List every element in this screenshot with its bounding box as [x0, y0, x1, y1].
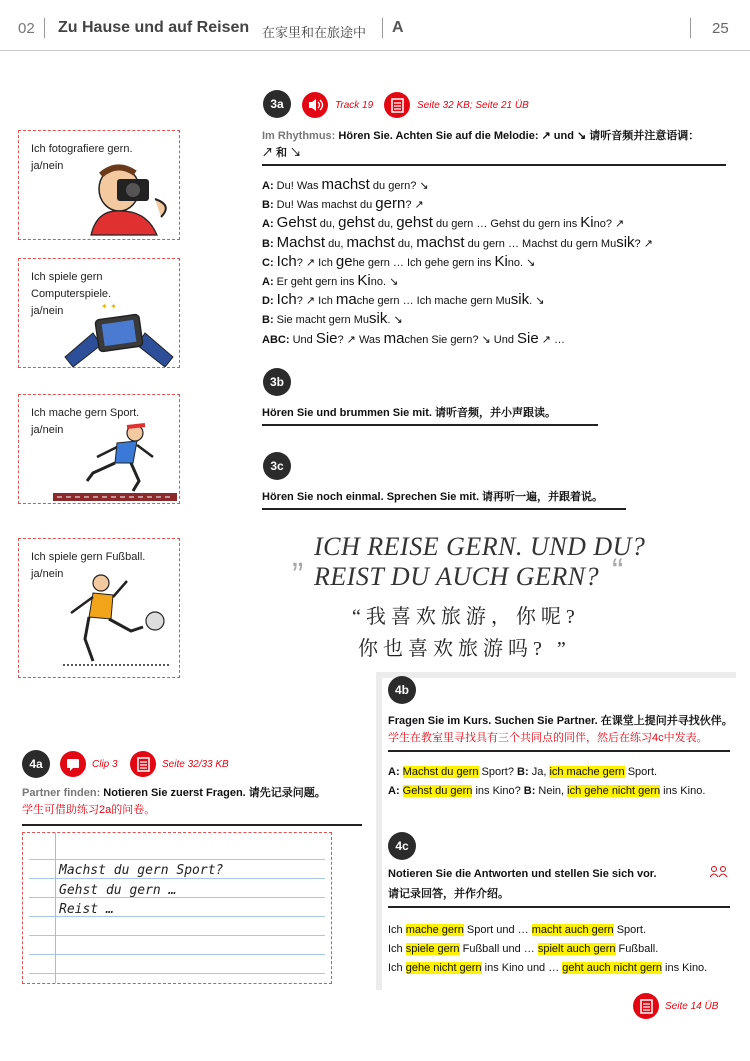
dialogue-line [262, 234, 732, 253]
section-letter: A [392, 19, 404, 36]
exercise-badge-4b: 4b [388, 676, 416, 704]
presentation-line [388, 943, 658, 955]
quote-open-mark: „ [292, 536, 304, 574]
exercise-badge-4a: 4a [22, 750, 50, 778]
dialogue-line [262, 195, 732, 214]
stressed-syllable: sik [369, 310, 388, 328]
speaker-label: B: [523, 785, 536, 797]
ruled-line [29, 935, 325, 936]
dialogue-text: . ↘ [529, 295, 545, 308]
stressed-syllable: Ich [276, 252, 297, 270]
quote-close-mark: “ [612, 552, 624, 590]
dialogue-text: no? ↗ [593, 218, 625, 231]
speaker-label: C: [262, 256, 277, 269]
dialogue-text: du gern? ↘ [369, 180, 429, 192]
speaker-label: A: [388, 766, 400, 778]
speaker-label: D: [262, 295, 277, 308]
survey-card [18, 538, 180, 678]
highlighted-phrase: Machst du gern [402, 766, 479, 778]
dialogue-text: Nein, [535, 785, 568, 797]
speaker-label: ABC: [262, 333, 293, 346]
video-icon [60, 751, 86, 777]
instruction-label: Partner finden: [22, 787, 101, 799]
card-text: Computerspiele. [31, 288, 112, 300]
highlighted-phrase: spiele gern [405, 943, 460, 955]
dialogue-text: du gern … Gehst du gern ins [432, 218, 581, 231]
dialogue-line [262, 310, 732, 329]
stressed-syllable: machst [416, 233, 465, 251]
dialogue-text: Sie macht gern Mu [276, 314, 369, 327]
dialogue-text: ins Kino und … [481, 962, 563, 974]
dialogue-text: che gern … Ich mache gern Mu [356, 295, 511, 308]
dialogue-text: Du! Was [276, 180, 322, 192]
speaker-label: B: [262, 237, 277, 250]
book-reference-button[interactable] [130, 751, 156, 777]
section-rule [262, 424, 598, 426]
chapter-title: Zu Hause und auf Reisen [58, 19, 250, 36]
stressed-syllable: gehst [338, 214, 375, 232]
exercise-instruction [22, 784, 326, 800]
translation-note: 学生可借助练习2a的问卷。 [22, 804, 156, 816]
speaker-label: A: [262, 218, 277, 231]
card-text: ja/nein [31, 568, 64, 580]
margin-line [55, 833, 56, 983]
dialogue-text: ↗ … [538, 333, 566, 346]
stressed-syllable: machst [321, 176, 370, 193]
survey-card [18, 130, 180, 240]
header-divider [690, 18, 691, 38]
dialogue-text: Ich [388, 943, 406, 955]
stressed-syllable: Ki [580, 214, 594, 232]
section-rule [262, 508, 626, 510]
instruction-text: ↗ 和 ↘ [262, 147, 302, 159]
speaker-label: A: [388, 785, 400, 797]
card-text: ja/nein [31, 305, 64, 317]
header-rule [0, 50, 750, 51]
highlighted-phrase: mache gern [405, 924, 464, 936]
panel-frame [376, 672, 382, 990]
dialogue-text: ? ↗ [405, 199, 424, 212]
ruled-line [29, 878, 325, 879]
exercise-badge-3c: 3c [263, 452, 291, 480]
speaker-label: B: [517, 766, 529, 778]
section-rule [262, 164, 726, 166]
dialogue-text: Ja, [528, 766, 550, 778]
section-rule [22, 824, 362, 826]
dialogue-line [262, 272, 732, 291]
handwritten-note: Reist … [59, 902, 114, 917]
instruction-label: Im Rhythmus: [262, 130, 336, 142]
page-reference[interactable]: Seite 32/33 KB [162, 759, 229, 770]
dialogue-text: Fußball und … [459, 943, 538, 955]
dialogue-text: Sport? [478, 766, 518, 778]
stressed-syllable: machst [346, 233, 395, 251]
dialogue-text: ? ↗ Ich [296, 256, 336, 269]
speaker-label: B: [262, 314, 277, 327]
card-text: Ich spiele gern Fußball. [31, 551, 146, 563]
dialogue-text: he gern … Ich gehe gern ins [352, 256, 495, 269]
dialogue-text: du, [316, 218, 339, 231]
dialogue-text: ins Kino. [661, 962, 708, 974]
video-clip-button[interactable] [60, 751, 86, 777]
quote-translation: 你也喜欢旅游吗? ” [358, 638, 571, 660]
stressed-syllable: ge [335, 252, 353, 270]
page-reference[interactable]: Seite 32 KB; Seite 21 ÜB [417, 100, 529, 111]
card-text: Ich spiele gern [31, 271, 103, 283]
quote-line: ICH REISE GERN. UND DU? [314, 532, 646, 561]
stressed-syllable: sik [616, 233, 635, 251]
dialogue-text: du, [394, 237, 417, 250]
section-rule [388, 906, 730, 908]
runner-illustration [53, 419, 177, 503]
pair-work-icon [710, 866, 728, 878]
section-rule [388, 750, 730, 752]
stressed-syllable: Ki [494, 252, 508, 270]
quote-line: REIST DU AUCH GERN? [314, 562, 600, 591]
stressed-syllable: Ki [357, 272, 371, 290]
ruled-line [29, 973, 325, 974]
exercise-badge-3b: 3b [263, 368, 291, 396]
card-text: ja/nein [31, 160, 64, 172]
dialogue-text: no. ↘ [507, 256, 536, 269]
stressed-syllable: Gehst [276, 214, 317, 232]
photographer-illustration [77, 157, 177, 237]
stressed-syllable: sik [510, 291, 530, 309]
book-icon [384, 92, 410, 118]
presentation-line [388, 924, 646, 936]
track-label[interactable]: Track 19 [335, 100, 374, 111]
audio-track-button[interactable] [302, 92, 328, 118]
notebook-paper [22, 832, 332, 984]
translation-note: 学生在教室里寻找具有三个共同点的同伴，然后在练习4c中发表。 [388, 732, 708, 744]
highlighted-phrase: gehe nicht gern [405, 962, 482, 974]
dialogue-text: ? ↗ Was [337, 333, 384, 346]
presentation-line [388, 962, 707, 974]
speaker-label: A: [262, 180, 277, 192]
ruled-line [29, 954, 325, 955]
dialogue-text: Sport und … [463, 924, 532, 936]
book-icon [633, 993, 659, 1019]
survey-card [18, 394, 180, 504]
rhythm-dialogue [262, 176, 732, 349]
exercise-instruction: Hören Sie und brummen Sie mit. 请听音频，并小声跟读。 [262, 407, 556, 419]
svg-text:✦ ✦: ✦ ✦ [101, 302, 117, 311]
chapter-number: 02 [18, 20, 35, 37]
survey-card [18, 258, 180, 368]
highlighted-phrase: spielt auch gern [537, 943, 616, 955]
header-divider [44, 18, 45, 38]
stressed-syllable: gern [375, 195, 406, 213]
dialogue-text: du, [325, 237, 347, 250]
speaker-label: B: [262, 199, 277, 212]
dialogue-line [262, 330, 732, 349]
highlighted-phrase: macht auch gern [531, 924, 614, 936]
book-reference-button[interactable] [384, 92, 410, 118]
dialogue-text: Er geht gern ins [276, 276, 358, 289]
exercise-instruction: Fragen Sie im Kurs. Suchen Sie Partner. 在课堂上提问并寻找伙伴。 [388, 715, 733, 727]
exercise-instruction: Hören Sie noch einmal. Sprechen Sie mit. 请再听一遍，并跟着说。 [262, 491, 604, 503]
exercise-badge-4c: 4c [388, 832, 416, 860]
handwritten-note: Machst du gern Sport? [59, 863, 224, 878]
stressed-syllable: ma [335, 291, 357, 309]
soccer-player-illustration [59, 569, 175, 669]
highlighted-phrase: geht auch nicht gern [562, 962, 662, 974]
dialogue-text: Ich [388, 962, 406, 974]
dialogue-text: ins Kino? [472, 785, 524, 797]
stressed-syllable: Sie [315, 329, 338, 347]
highlighted-phrase: Gehst du gern [402, 785, 473, 797]
dialogue-text: Fußball. [615, 943, 659, 955]
page-reference[interactable]: Seite 14 ÜB [665, 1001, 719, 1012]
dialogue-text: Und [292, 333, 316, 346]
dialogue-text: Sport. [624, 766, 658, 778]
dialogue-line [262, 176, 732, 195]
dialogue-line [262, 214, 732, 233]
dialogue-text: Sport. [613, 924, 647, 936]
exercise-badge-3a: 3a [263, 90, 291, 118]
speaker-icon [302, 92, 328, 118]
dialogue-text: ? ↗ [634, 237, 653, 250]
card-text: Ich fotografiere gern. [31, 143, 133, 155]
panel-frame [376, 672, 736, 678]
handwritten-note: Gehst du gern … [59, 883, 177, 898]
stressed-syllable: ma [383, 329, 405, 347]
example-dialogue-line [388, 766, 657, 778]
instruction-text: Hören Sie. Achten Sie auf die Melodie: ↗ und ↘ 请听音频并注意语调： [338, 130, 700, 142]
dialogue-text: ins Kino. [660, 785, 706, 797]
stressed-syllable: Sie [517, 329, 539, 347]
dialogue-text: . ↘ [387, 314, 403, 327]
clip-label[interactable]: Clip 3 [92, 759, 118, 770]
dialogue-line [262, 253, 732, 272]
stressed-syllable: Ich [276, 291, 297, 309]
book-icon [130, 751, 156, 777]
dialogue-text: no. ↘ [370, 276, 399, 289]
dialogue-text: Du! Was machst du [276, 199, 376, 212]
ruled-line [29, 859, 325, 860]
instruction-text: Notieren Sie zuerst Fragen. 请先记录问题。 [103, 787, 326, 799]
dialogue-text: du gern … Machst du gern Mu [464, 237, 617, 250]
stressed-syllable: Machst [276, 233, 326, 251]
stressed-syllable: gehst [396, 214, 433, 232]
chapter-title-cn: 在家里和在旅途中 [262, 25, 367, 40]
book-reference-button[interactable] [633, 993, 659, 1019]
example-dialogue-line [388, 785, 705, 797]
dialogue-text: chen Sie gern? ↘ Und [404, 333, 518, 346]
highlighted-phrase: ich gehe nicht gern [567, 785, 661, 797]
exercise-instruction: 请记录回答，并作介绍。 [388, 888, 509, 900]
gamepad-illustration [63, 299, 175, 367]
exercise-instruction: Notieren Sie die Antworten und stellen Sie sich vor. [388, 868, 657, 880]
speaker-label: A: [262, 276, 277, 289]
page-number: 25 [712, 20, 729, 37]
dialogue-text: du, [374, 218, 397, 231]
dialogue-text: Ich [388, 924, 406, 936]
dialogue-line [262, 291, 732, 310]
header-divider [382, 18, 383, 38]
highlighted-phrase: ich mache gern [549, 766, 625, 778]
exercise-instruction [262, 128, 732, 162]
card-text: ja/nein [31, 424, 64, 436]
dialogue-text: ? ↗ Ich [296, 295, 336, 308]
card-text: Ich mache gern Sport. [31, 407, 140, 419]
quote-translation: “我喜欢旅游，你呢? [352, 606, 580, 628]
